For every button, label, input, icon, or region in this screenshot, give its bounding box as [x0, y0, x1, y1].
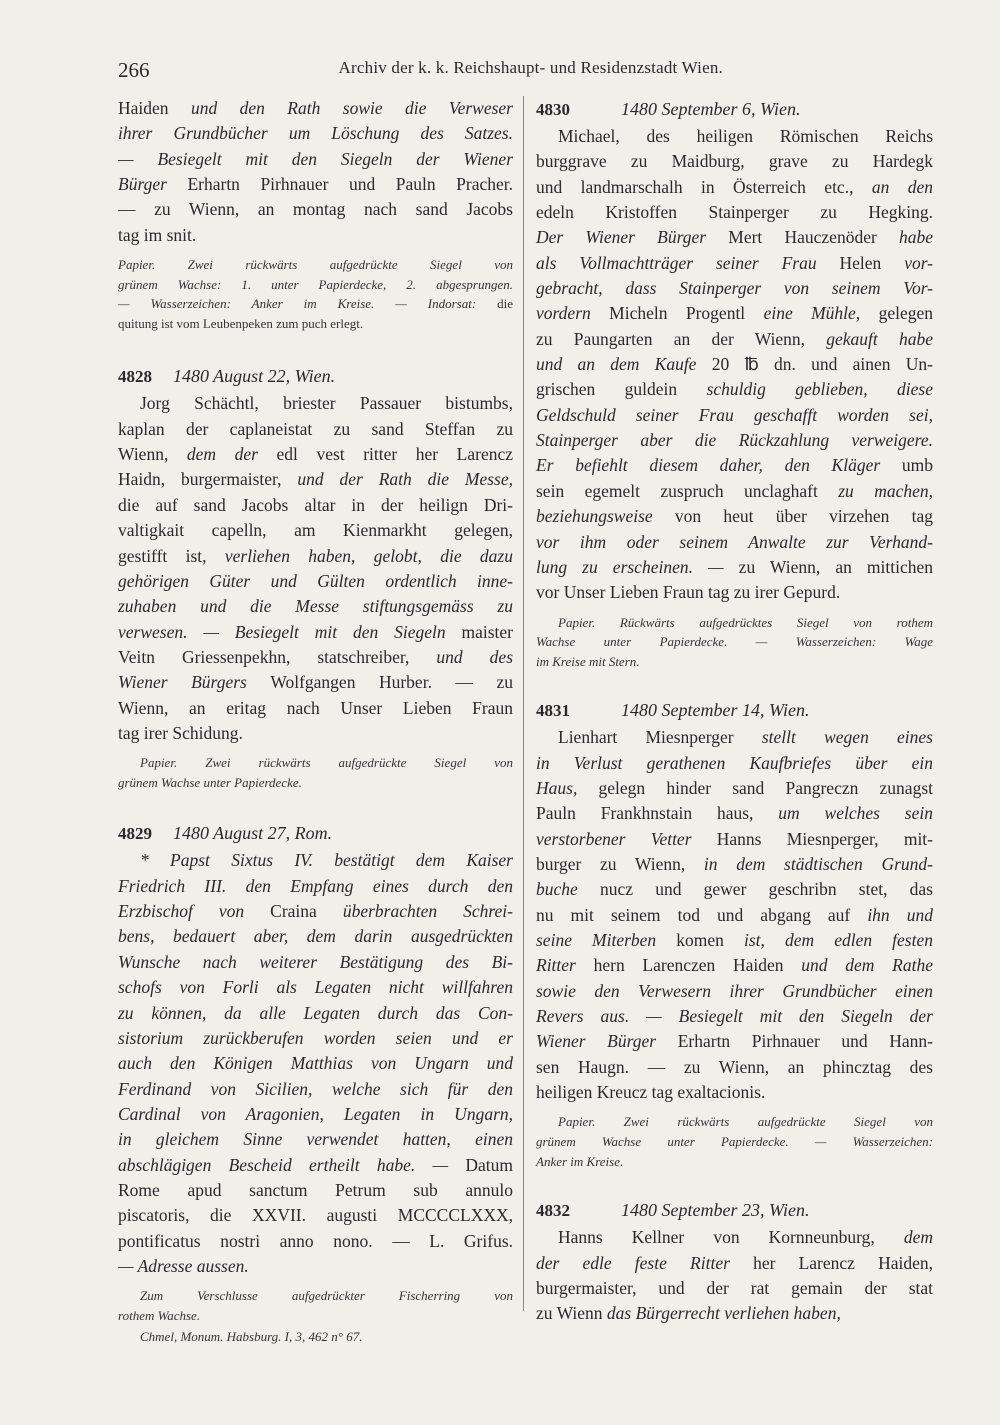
entry-number: 4830	[536, 100, 570, 119]
text-run: tag irer Schidung.	[118, 722, 243, 743]
entry-citation	[118, 1327, 513, 1347]
text-run: vor-	[904, 252, 933, 273]
text-run: sowie den Verwesern ihrer Grundbücher einen	[536, 980, 933, 1001]
text-run: Der Wiener Bürger	[536, 227, 729, 248]
text-line	[536, 827, 933, 852]
text-line	[118, 1229, 513, 1254]
text-line	[536, 725, 933, 750]
text-run: Cardinal von Aragonien, Legaten in Ungarn,	[118, 1103, 513, 1124]
text-line	[536, 877, 933, 902]
text-line	[118, 620, 513, 645]
text-run: zu Wienn	[536, 1303, 607, 1324]
text-line	[536, 613, 933, 633]
text-run: die	[497, 296, 513, 312]
text-run: zu Paungarten an der Wienn,	[536, 328, 827, 349]
text-run: heiligen Kreucz tag exaltacionis.	[536, 1082, 766, 1103]
text-line	[536, 377, 933, 402]
text-line	[536, 225, 933, 250]
text-run: Papier. Zwei rückwärts aufgedrückte Siegel von	[118, 257, 513, 273]
text-line	[118, 493, 513, 518]
text-line	[536, 149, 933, 174]
entry-note	[118, 753, 513, 792]
text-line	[536, 1251, 933, 1276]
text-line	[536, 632, 933, 652]
entry-4832	[536, 1197, 933, 1326]
entry-continuation	[118, 96, 513, 333]
text-run: Papier. Zwei rückwärts aufgedrückte Siegel von	[558, 1114, 933, 1130]
text-run: eine Mühle,	[763, 303, 879, 324]
text-line	[118, 1178, 513, 1203]
entry-heading	[536, 96, 933, 122]
text-run: Craina	[270, 901, 343, 922]
entry-date: 1480 August 27, Rom.	[173, 823, 333, 844]
text-run: grünem Wachse unter Papierdecke.	[118, 774, 302, 790]
text-run: in gleichem Sinne verwendet hatten, einen	[118, 1129, 513, 1150]
entry-heading	[536, 697, 933, 723]
entry-number: 4829	[118, 824, 152, 844]
text-line	[118, 294, 513, 314]
text-run: und an dem Kaufe	[536, 354, 712, 375]
text-line	[536, 751, 933, 776]
text-line	[118, 417, 513, 442]
text-run: valtigkait capelln, am Kienmarkht gelegen,	[118, 520, 513, 541]
text-run: in Verlust gerathenen Kaufbriefes über ein	[536, 752, 933, 773]
text-run: grischen guldein	[536, 379, 707, 400]
text-run: und landmarschalh in Österreich etc.,	[536, 176, 872, 197]
text-run: Wiener Bürger	[536, 1031, 678, 1052]
text-run: Datum	[465, 1154, 513, 1175]
text-run: maister	[461, 621, 513, 642]
text-run: bens, bedauert aber, dem darin ausgedrückten	[118, 926, 513, 947]
text-run: der edle feste Ritter	[536, 1252, 754, 1273]
text-run: in dem städtischen Grund-	[703, 854, 933, 875]
text-line	[536, 903, 933, 928]
text-line	[118, 874, 513, 899]
text-run: Lienhart Miesnperger	[558, 727, 762, 748]
column-divider	[523, 96, 524, 1311]
text-run: kaplan der caplaneistat zu sand Steffan zu	[118, 418, 513, 439]
text-run: Micheln Progentl	[609, 303, 764, 324]
text-line	[118, 121, 513, 146]
text-run: vor ihm oder seinem Anwalte zur Verhand-	[536, 531, 933, 552]
text-line	[536, 928, 933, 953]
text-run: Chmel, Monum. Habsburg. I, 3, 462 n° 67.	[140, 1329, 363, 1345]
text-run: seine Miterben	[536, 930, 677, 951]
text-run: Geldschuld seiner Frau geschafft worden sei,	[536, 404, 933, 425]
left-column	[118, 96, 513, 1347]
text-run: Pauln Frankhnstain haus,	[536, 803, 779, 824]
text-line	[118, 753, 513, 773]
text-line	[536, 776, 933, 801]
text-run: pontificatus nostri anno nono. — L. Grifus.	[118, 1230, 513, 1251]
text-line	[536, 175, 933, 200]
text-line	[118, 1077, 513, 1102]
text-line	[536, 504, 933, 529]
text-run: Bürger	[118, 174, 188, 195]
text-run: gelegen	[878, 303, 933, 324]
text-line	[536, 979, 933, 1004]
entry-text	[536, 1225, 933, 1326]
text-line	[536, 801, 933, 826]
text-line	[536, 1055, 933, 1080]
text-line	[536, 1152, 933, 1172]
text-line	[536, 276, 933, 301]
text-run: piscatoris, die XXVII. augusti MCCCCLXXX,	[118, 1205, 513, 1226]
text-line	[536, 1080, 933, 1105]
text-line	[536, 1301, 933, 1326]
entry-note	[536, 1112, 933, 1171]
text-run: gestifft ist,	[118, 545, 225, 566]
right-column	[536, 96, 933, 1327]
text-run: Mert Hauczenöder	[728, 227, 899, 248]
text-run: * Papst Sixtus IV. bestätigt dem Kaiser	[140, 850, 513, 871]
text-line	[536, 200, 933, 225]
text-line	[118, 645, 513, 670]
entry-note	[118, 255, 513, 333]
entry-text	[118, 391, 513, 746]
text-run: Helen	[839, 252, 905, 273]
text-line	[118, 1153, 513, 1178]
text-run: zu Wienn, an mittichen	[738, 556, 933, 577]
text-line	[118, 1203, 513, 1228]
text-run: und der Rath die Messe,	[297, 469, 513, 490]
text-run: komen	[676, 930, 744, 951]
text-run: Ferdinand von Sicilien, welche sich für den	[118, 1078, 513, 1099]
text-line	[536, 530, 933, 555]
text-line	[536, 1225, 933, 1250]
text-run: edl vest ritter her Larencz	[276, 444, 514, 465]
text-line	[536, 1132, 933, 1152]
text-run: Haidn, burgermaister,	[118, 469, 298, 490]
text-run: Papier. Rückwärts aufgedrücktes Siegel von rothem	[558, 614, 933, 630]
text-run: grünem Wachse unter Papierdecke. — Wasserzeichen:	[536, 1134, 933, 1150]
text-line	[118, 773, 513, 793]
entry-text	[118, 96, 513, 248]
text-run: und den Rath sowie die Verweser	[190, 98, 513, 118]
text-run: ihn und	[867, 904, 933, 925]
text-run: quitung ist vom Leubenpeken zum puch erlegt.	[118, 315, 364, 331]
entry-note	[118, 1286, 513, 1325]
text-run: von heut über virzehen tag	[674, 506, 933, 527]
text-run: Wunsche nach weiterer Bestätigung des Bi-	[118, 951, 513, 972]
text-line	[118, 1026, 513, 1051]
text-line	[118, 569, 513, 594]
text-run: tag im snit.	[118, 224, 197, 245]
text-line	[118, 848, 513, 873]
text-run: ist, dem edlen festen	[743, 930, 933, 951]
text-line	[118, 1001, 513, 1026]
text-line	[118, 1286, 513, 1306]
text-line	[536, 352, 933, 377]
text-run: im Kreise mit Stern.	[536, 653, 640, 669]
text-run: buche	[536, 879, 600, 900]
text-line	[536, 852, 933, 877]
text-line	[536, 1276, 933, 1301]
text-run: gelegn hinder sand Pangreczn zunagst	[598, 778, 933, 798]
text-line	[118, 172, 513, 197]
entry-heading	[536, 1197, 933, 1223]
entry-date: 1480 August 22, Wien.	[173, 366, 336, 387]
text-line	[118, 544, 513, 569]
text-run: zu können, da alle Legaten durch das Con-	[118, 1002, 513, 1023]
text-line	[536, 580, 933, 605]
text-run: gekauft habe	[826, 328, 934, 349]
entry-heading	[118, 363, 513, 389]
text-line	[118, 147, 513, 172]
text-run: vordern	[536, 303, 610, 324]
text-line	[536, 301, 933, 326]
text-run: Veitn Griessenpekhn, statschreiber,	[118, 646, 437, 667]
text-line	[118, 1127, 513, 1152]
text-run: — Besiegelt mit den Siegeln der Wiener	[118, 148, 513, 169]
entry-date: 1480 September 14, Wien.	[621, 700, 810, 721]
entry-4829	[118, 820, 513, 1347]
text-line	[536, 479, 933, 504]
text-line	[118, 223, 513, 248]
text-line	[118, 594, 513, 619]
text-run: schuldig geblieben, diese	[706, 379, 933, 400]
text-run: rothem Wachse.	[118, 1307, 201, 1323]
text-run: — Adresse aussen.	[118, 1255, 249, 1276]
text-run: und dem Rathe	[801, 955, 933, 976]
text-line	[536, 124, 933, 149]
text-line	[536, 1004, 933, 1029]
entry-number: 4831	[536, 701, 570, 721]
text-run: Haiden	[118, 98, 191, 118]
text-run: burgermaister, und der rat gemain der stat	[536, 1277, 933, 1298]
text-run: stellt wegen eines	[761, 727, 933, 748]
text-line	[118, 899, 513, 924]
text-line	[118, 518, 513, 543]
entry-4831	[536, 697, 933, 1171]
text-run: Er befiehlt diesem daher, den Kläger	[536, 455, 902, 476]
text-run: schofs von Forli als Legaten nicht willfahren	[118, 977, 513, 998]
text-line	[536, 555, 933, 580]
text-line	[118, 670, 513, 695]
text-run: das Bürgerrecht verliehen haben,	[606, 1303, 841, 1324]
text-run: Anker im Kreise.	[536, 1153, 624, 1169]
text-run: abschlägigen Bescheid ertheilt habe. —	[118, 1154, 466, 1175]
text-line	[118, 721, 513, 746]
entry-note	[536, 613, 933, 672]
text-run: Friedrich III. den Empfang eines durch den	[118, 875, 513, 896]
text-line	[118, 467, 513, 492]
text-run: lung zu erscheinen. —	[536, 556, 739, 577]
entry-number: 4828	[118, 367, 152, 387]
text-line	[118, 442, 513, 467]
text-run: Erzbischof von	[118, 901, 271, 922]
text-line	[118, 1102, 513, 1127]
text-run: Ritter	[536, 955, 594, 976]
text-line	[118, 275, 513, 295]
text-line	[536, 428, 933, 453]
entry-date: 1480 September 23, Wien.	[621, 1200, 810, 1221]
text-run: ihrer Grundbücher um Löschung des Satzes.	[118, 123, 513, 144]
text-run: — Wasserzeichen: Anker im Kreise. — Indorsat:	[118, 296, 498, 312]
text-run: Zum Verschlusse aufgedrückter Fischerring von	[140, 1288, 513, 1304]
text-run: hern Larenczen Haiden	[593, 955, 802, 976]
text-run: vor Unser Lieben Fraun tag zu irer Gepurd.	[536, 582, 841, 603]
text-run: Jorg Schächtl, briester Passauer bistumbs,	[140, 393, 513, 414]
text-run: die auf sand Jacobs altar in der heilign Dri-	[118, 494, 513, 515]
page-header	[118, 58, 723, 88]
entry-number: 4832	[536, 1201, 570, 1221]
text-run: dem der	[186, 444, 277, 465]
text-run: Wolfgangen Hurber. — zu	[270, 672, 514, 693]
text-run: gebracht, dass Stainperger von seinem Vor-	[536, 278, 933, 299]
text-line	[118, 1306, 513, 1326]
text-run: verwesen. — Besiegelt mit den Siegeln	[118, 621, 462, 642]
text-run: Wiener Bürgers	[118, 672, 271, 693]
text-line	[536, 652, 933, 672]
text-line	[118, 1051, 513, 1076]
text-line	[536, 953, 933, 978]
text-run: Papier. Zwei rückwärts aufgedrückte Siegel von	[140, 755, 513, 771]
page-number: 266	[118, 58, 150, 82]
text-run: verstorbener Vetter	[536, 828, 717, 849]
text-run: an den	[871, 176, 933, 197]
text-run: burggrave zu Maidburg, grave zu Hardegk	[536, 151, 933, 172]
text-run: habe	[898, 227, 934, 248]
text-line	[536, 403, 933, 428]
text-run: her Larencz Haiden,	[753, 1252, 934, 1273]
text-run: burger zu Wienn,	[536, 854, 704, 875]
text-line	[118, 975, 513, 1000]
text-line	[118, 96, 513, 121]
text-run: Wienn,	[118, 444, 187, 465]
text-run: grünem Wachse: 1. unter Papierdecke, 2. abgesprungen.	[118, 276, 513, 292]
text-line	[536, 1029, 933, 1054]
text-run: dem	[903, 1227, 933, 1248]
text-run: zu machen,	[838, 480, 933, 501]
text-run: verliehen haben, gelobt, die dazu	[224, 545, 513, 566]
text-run: Wienn, an eritag nach Unser Lieben Fraun	[118, 697, 513, 718]
text-run: nu mit seinem tod und abgang auf	[536, 904, 868, 925]
text-run: um welches sein	[778, 803, 933, 824]
running-title: Archiv der k. k. Reichshaupt- und Residenzstadt Wien.	[338, 58, 723, 77]
text-line	[118, 696, 513, 721]
text-line	[118, 255, 513, 275]
text-run: edeln Kristoffen Stainperger zu Hegking.	[536, 202, 933, 223]
text-line	[118, 197, 513, 222]
entry-text	[536, 124, 933, 606]
text-run: Hanns Miesnperger, mit-	[716, 828, 933, 849]
entry-4828	[118, 363, 513, 792]
text-run: Stainperger aber die Rückzahlung verweigere.	[536, 430, 933, 451]
text-run: überbrachten Schrei-	[342, 901, 513, 922]
text-line	[118, 314, 513, 334]
text-line	[536, 453, 933, 478]
text-run: Haus,	[536, 778, 599, 798]
text-run: Erhartn Pirhnauer und Hann-	[677, 1031, 933, 1052]
text-run: und des	[436, 646, 513, 667]
text-line	[536, 327, 933, 352]
entry-text	[536, 725, 933, 1105]
text-run: Michael, des heiligen Römischen Reichs	[558, 126, 933, 146]
text-run: 20 ℔ dn. und ainen Un-	[711, 354, 933, 375]
text-line	[118, 924, 513, 949]
text-run: sein egemelt zuspruch unclaghaft	[536, 480, 839, 501]
text-line	[118, 950, 513, 975]
text-run: nucz und gewer geschribn stet, das	[599, 879, 933, 900]
text-run: Hanns Kellner von Kornneunburg,	[558, 1227, 904, 1248]
entry-date: 1480 September 6, Wien.	[621, 99, 801, 119]
text-run: gehörigen Güter und Gülten ordentlich inne-	[118, 570, 513, 591]
text-run: als Vollmachtträger seiner Frau	[536, 252, 840, 273]
text-run: sen Haugn. — zu Wienn, an phincztag des	[536, 1056, 933, 1077]
text-line	[118, 391, 513, 416]
text-line	[118, 1254, 513, 1279]
text-run: — zu Wienn, an montag nach sand Jacobs	[118, 199, 513, 220]
text-run: zuhaben und die Messe stiftungsgemäss zu	[118, 596, 513, 617]
text-run: Revers aus. — Besiegelt mit den Siegeln der	[536, 1006, 933, 1027]
text-run: umb	[901, 455, 933, 476]
text-line	[118, 1327, 513, 1347]
text-run: Wachse unter Papierdecke. — Wasserzeichen: Wage	[536, 634, 933, 650]
text-run: auch den Königen Matthias von Ungarn und	[118, 1053, 513, 1074]
text-line	[536, 251, 933, 276]
entry-4830	[536, 96, 933, 671]
text-run: sistorium zurückberufen worden seien und er	[118, 1027, 513, 1048]
text-line	[536, 1112, 933, 1132]
entry-heading	[118, 820, 513, 846]
text-run: Rome apud sanctum Petrum sub annulo	[118, 1179, 513, 1200]
entry-text	[118, 848, 513, 1279]
text-run: beziehungsweise	[536, 506, 675, 527]
text-run: Erhartn Pirhnauer und Pauln Pracher.	[187, 174, 513, 195]
